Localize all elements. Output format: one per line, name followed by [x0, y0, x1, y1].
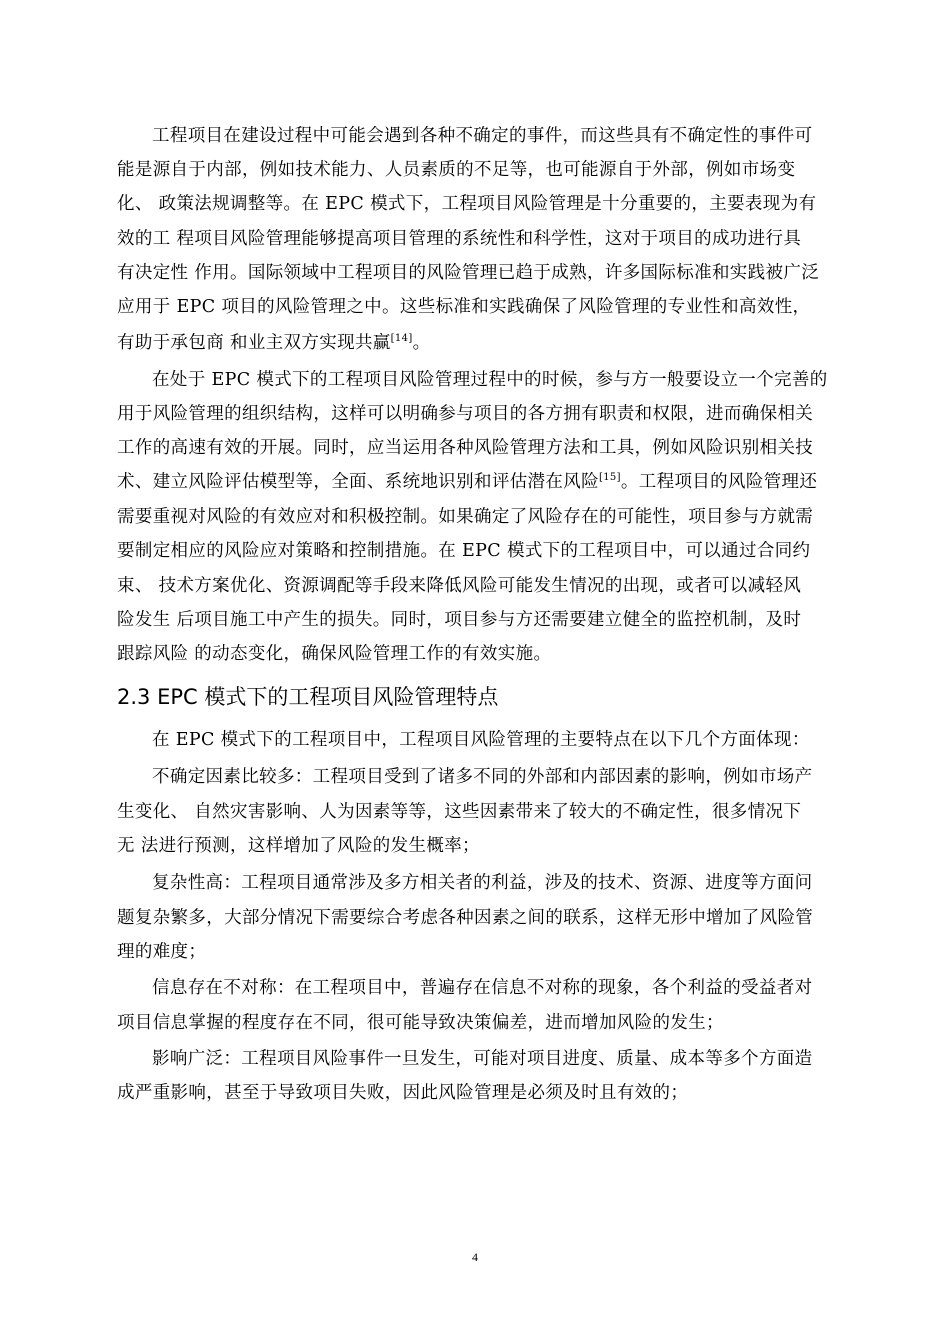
paragraph-2-line-2: 用于风险管理的组织结构，这样可以明确参与项目的各方拥有职责和权限，进而确保相关	[117, 404, 814, 424]
item-2-line-1: 复杂性高：工程项目通常涉及多方相关者的利益，涉及的技术、资源、进度等方面问	[152, 873, 813, 893]
item-1-line-3: 无 法进行预测，这样增加了风险的发生概率；	[117, 836, 480, 856]
intro-line: 在 EPC 模式下的工程项目中，工程项目风险管理的主要特点在以下几个方面体现：	[152, 730, 810, 750]
paragraph-2-line-5: 需要重视对风险的有效应对和积极控制。如果确定了风险存在的可能性，项目参与方就需	[117, 507, 814, 527]
paragraph-2-line-9: 跟踪风险 的动态变化，确保风险管理工作的有效实施。	[117, 644, 552, 664]
paragraph-2-line-7: 束、 技术方案优化、资源调配等手段来降低风险可能发生情况的出现，或者可以减轻风	[117, 576, 802, 596]
section-heading: 2.3 EPC 模式下的工程项目风险管理特点	[117, 685, 499, 709]
paragraph-1-line-7-end: 。	[412, 333, 431, 353]
paragraph-1-line-3: 化、 政策法规调整等。在 EPC 模式下，工程项目风险管理是十分重要的，主要表现为有	[117, 194, 817, 214]
paragraph-1-line-7	[117, 331, 430, 355]
paragraph-2-line-1: 在处于 EPC 模式下的工程项目风险管理过程中的时候，参与方一般要设立一个完善的	[152, 370, 828, 390]
paragraph-1-line-6: 应用于 EPC 项目的风险管理之中。这些标准和实践确保了风险管理的专业性和高效性，	[117, 297, 811, 317]
paragraph-1-line-5: 有决定性 作用。国际领域中工程项目的风险管理已趋于成熟，许多国际标准和实践被广泛	[117, 263, 820, 283]
item-1-line-2: 生变化、 自然灾害影响、人为因素等等，这些因素带来了较大的不确定性，很多情况下	[117, 802, 802, 822]
paragraph-2-line-4-end: 。工程项目的风险管理还	[620, 472, 818, 492]
paragraph-1-line-2: 能是源自于内部，例如技术能力、人员素质的不足等，也可能源自于外部，例如市场变	[117, 160, 796, 180]
item-3-line-1: 信息存在不对称：在工程项目中，普遍存在信息不对称的现象，各个利益的受益者对	[152, 978, 813, 998]
paragraph-2-line-6: 要制定相应的风险应对策略和控制措施。在 EPC 模式下的工程项目中，可以通过合同约	[117, 541, 811, 561]
item-4-line-2: 成严重影响，甚至于导致项目失败，因此风险管理是必须及时且有效的；	[117, 1083, 689, 1103]
paragraph-2-line-4-text: 术、建立风险评估模型等，全面、系统地识别和评估潜在风险	[117, 472, 599, 492]
paragraph-1-line-7-text: 有助于承包商 和业主双方实现共赢	[117, 333, 391, 353]
paragraph-1-line-1: 工程项目在建设过程中可能会遇到各种不确定的事件，而这些具有不确定性的事件可	[152, 126, 813, 146]
paragraph-2-line-8: 险发生 后项目施工中产生的损失。同时，项目参与方还需要建立健全的监控机制，及时	[117, 610, 802, 630]
item-2-line-2: 题复杂繁多，大部分情况下需要综合考虑各种因素之间的联系，这样无形中增加了风险管	[117, 908, 814, 928]
paragraph-1-line-4: 效的工 程项目风险管理能够提高项目管理的系统性和科学性，这对于项目的成功进行具	[117, 229, 802, 249]
citation-14: [14]	[390, 333, 413, 344]
paragraph-2-line-4	[117, 470, 817, 494]
page-number: 4	[472, 1250, 478, 1264]
item-1-line-1: 不确定因素比较多：工程项目受到了诸多不同的外部和内部因素的影响，例如市场产	[152, 767, 813, 787]
item-4-line-1: 影响广泛：工程项目风险事件一旦发生，可能对项目进度、质量、成本等多个方面造	[152, 1049, 813, 1069]
citation-15: [15]	[598, 472, 621, 483]
item-2-line-3: 理的难度；	[117, 942, 207, 962]
paragraph-2-line-3: 工作的高速有效的开展。同时，应当运用各种风险管理方法和工具，例如风险识别相关技	[117, 438, 814, 458]
item-3-line-2: 项目信息掌握的程度存在不同，很可能导致决策偏差，进而增加风险的发生；	[117, 1013, 724, 1033]
